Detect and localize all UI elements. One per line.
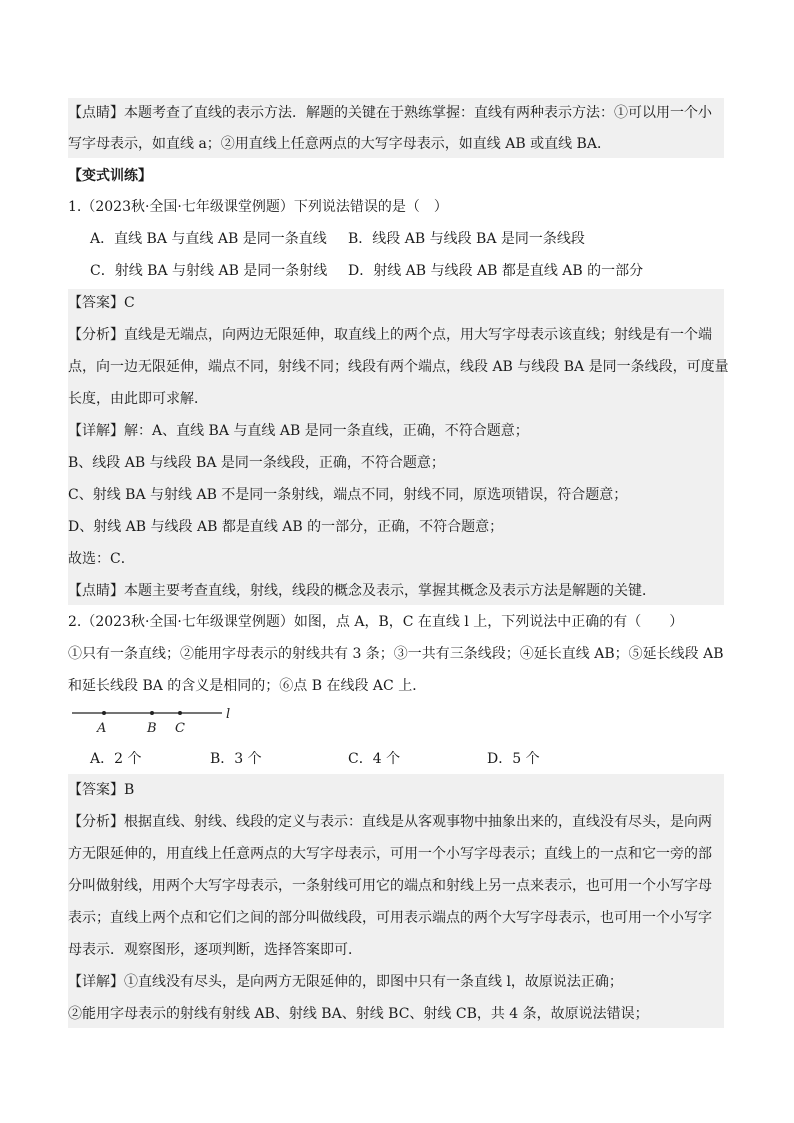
q1-detail-5: 故选：C． xyxy=(68,551,135,567)
line-l-label: l xyxy=(226,707,231,722)
point-b-dot xyxy=(150,711,154,715)
q2-analysis-5: 母表示．观察图形，逐项判断，选择答案即可． xyxy=(68,942,362,958)
q1-detail-2: B、线段 AB 与线段 BA 是同一条线段，正确，不符合题意； xyxy=(68,455,445,471)
q1-answer: 【答案】C xyxy=(68,295,135,311)
point-a-dot xyxy=(102,711,106,715)
q2-line-figure xyxy=(68,700,248,740)
q2-answer: 【答案】B xyxy=(68,782,135,798)
q1-option-c: C．射线 BA 与射线 AB 是同一条射线 xyxy=(90,263,328,279)
q2-statements-2: 和延长线段 BA 的含义是相同的；⑥点 B 在线段 AC 上． xyxy=(68,678,427,694)
q1-option-a: A．直线 BA 与直线 AB 是同一条直线 xyxy=(90,231,327,247)
q2-analysis-4: 表示；直线上两个点和它们之间的部分叫做线段，可用表示端点的两个大写字母表示，也可用一个小写字 xyxy=(68,910,712,926)
dianjing-line-2: 写字母表示，如直线 a；②用直线上任意两点的大写字母表示，如直线 AB 或直线 BA． xyxy=(68,136,611,152)
q1-analysis-1: 【分析】直线是无端点，向两边无限延伸，取直线上的两个点，用大写字母表示该直线；射线是有一个端 xyxy=(68,327,712,343)
q2-analysis-1: 【分析】根据直线、射线、线段的定义与表示：直线是从客观事物中抽象出来的，直线没有尽头，是向两 xyxy=(68,814,712,830)
q1-stem: 1.（2023秋·全国·七年级课堂例题）下列说法错误的是（ ） xyxy=(68,199,448,215)
q2-option-b: B．3 个 xyxy=(210,751,262,767)
section-title: 【变式训练】 xyxy=(68,168,152,184)
q2-analysis-2: 方无限延伸的，用直线上任意两点的大写字母表示，可用一个小写字母表示；直线上的一点和它一旁的部 xyxy=(68,846,712,862)
q1-detail-3: C、射线 BA 与射线 AB 不是同一条射线，端点不同，射线不同，原选项错误，符合题意； xyxy=(68,487,628,503)
q1-option-b: B．线段 AB 与线段 BA 是同一条线段 xyxy=(348,231,585,247)
q2-analysis-3: 分叫做射线，用两个大写字母表示，一条射线可用它的端点和射线上另一点来表示，也可用一个小写字母 xyxy=(68,878,712,894)
q1-analysis-2: 点，向一边无限延伸，端点不同，射线不同；线段有两个端点，线段 AB 与线段 BA 是同一条线段，可度量 xyxy=(68,359,729,375)
q2-detail-1: 【详解】①直线没有尽头，是向两方无限延伸的，即图中只有一条直线 l，故原说法正确； xyxy=(68,974,623,990)
q2-detail-2: ②能用字母表示的射线有射线 AB、射线 BA、射线 BC、射线 CB，共 4 条，故原说法错误； xyxy=(68,1006,649,1022)
point-a-label: A xyxy=(97,721,107,736)
point-c-label: C xyxy=(175,721,185,736)
q1-option-d: D．射线 AB 与线段 AB 都是直线 AB 的一部分 xyxy=(348,263,644,279)
q1-dianjing: 【点睛】本题主要考查直线，射线，线段的概念及表示，掌握其概念及表示方法是解题的关键． xyxy=(68,583,656,599)
q2-statements-1: ①只有一条直线；②能用字母表示的射线共有 3 条；③一共有三条线段；④延长直线 AB；⑤延长线段 AB xyxy=(68,646,724,662)
dianjing-line-1: 【点睛】本题考查了直线的表示方法．解题的关键在于熟练掌握：直线有两种表示方法：①可以用一个小 xyxy=(68,105,712,121)
q1-analysis-3: 长度，由此即可求解． xyxy=(68,391,208,407)
point-b-label: B xyxy=(147,721,157,736)
q2-option-d: D．5 个 xyxy=(487,751,540,767)
q2-option-a: A．2 个 xyxy=(90,751,142,767)
point-c-dot xyxy=(178,711,182,715)
q1-detail-1: 【详解】解：A、直线 BA 与直线 AB 是同一条直线，正确，不符合题意； xyxy=(68,423,529,439)
q1-detail-4: D、射线 AB 与线段 AB 都是直线 AB 的一部分，正确，不符合题意； xyxy=(68,519,504,535)
q2-stem: 2.（2023秋·全国·七年级课堂例题）如图，点 A，B，C 在直线 l 上，下列说法中正确的有（ ） xyxy=(68,614,684,630)
q2-option-c: C．4 个 xyxy=(348,751,401,767)
